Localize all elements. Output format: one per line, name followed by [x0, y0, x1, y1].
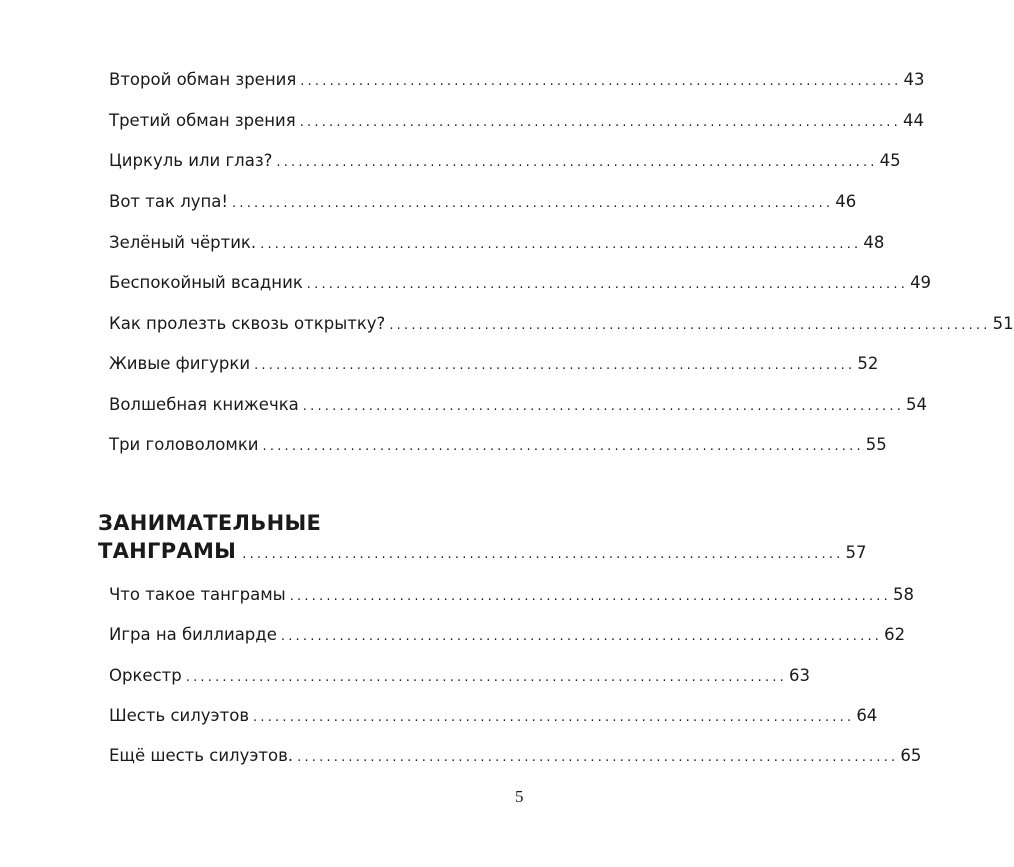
dot-leader: ..................................................................................	[232, 196, 834, 211]
toc-entry	[109, 192, 857, 214]
toc-entry-title: Зелёный чёртик.	[109, 233, 257, 252]
toc-entry-page: 45	[879, 151, 901, 170]
dot-leader: ..................................................................................	[306, 277, 909, 292]
toc-entry	[109, 314, 1014, 336]
section-title-line1: ЗАНИМАТЕЛЬНЫЕ	[98, 511, 322, 535]
toc-entry	[109, 666, 811, 688]
toc-entry-page: 55	[865, 435, 887, 454]
dot-leader: ..................................................................................	[185, 670, 788, 685]
toc-entry-title: Ещё шесть силуэтов.	[109, 746, 294, 765]
dot-leader: ..................................................................................	[254, 358, 856, 373]
toc-entry	[109, 746, 922, 768]
toc-entry-title: Оркестр	[109, 666, 182, 685]
toc-entry	[109, 151, 901, 173]
toc-entry-page: 64	[856, 706, 878, 725]
toc-entry	[109, 273, 932, 295]
toc-entry-title: Что такое танграмы	[109, 585, 286, 604]
dot-leader: ..................................................................................	[389, 318, 991, 333]
toc-entry-page: 44	[902, 111, 924, 130]
toc-entry	[109, 395, 928, 417]
toc-entry	[109, 233, 885, 255]
toc-entry	[109, 625, 906, 647]
dot-leader: ..................................................................................	[262, 439, 864, 454]
toc-entry-page: 51	[992, 314, 1014, 333]
toc-entry-title: Беспокойный всадник	[109, 273, 303, 292]
toc-entry	[109, 706, 878, 728]
dot-leader: ..................................................................................	[299, 115, 901, 130]
dot-leader: ..................................................................................	[300, 74, 902, 89]
dot-leader: ..................................................................................	[297, 750, 899, 765]
page-number: 5	[515, 787, 524, 806]
dot-leader: ..................................................................................	[253, 710, 855, 725]
dot-leader: ..................................................................................	[276, 155, 878, 170]
toc-entry-page: 52	[857, 354, 879, 373]
toc-entry-page: 46	[835, 192, 857, 211]
toc-entry	[109, 354, 879, 376]
toc-entry-title: Волшебная книжечка	[109, 395, 299, 414]
toc-entry	[109, 70, 925, 92]
toc-entry-title: Третий обман зрения	[109, 111, 296, 130]
toc-entry-title: Вот так лупа!	[109, 192, 229, 211]
toc-entry-page: 54	[906, 395, 928, 414]
toc-entry-page: 63	[789, 666, 811, 685]
dot-leader: ..................................................................................	[260, 237, 862, 252]
toc-entry	[109, 435, 887, 457]
toc-entry-page: 43	[903, 70, 925, 89]
section-entry	[98, 538, 867, 564]
toc-entry	[109, 111, 924, 133]
toc-entry-page: 49	[910, 273, 932, 292]
toc-entry-title: Три головоломки	[109, 435, 259, 454]
dot-leader: ..................................................................................	[302, 399, 905, 414]
toc-entry-title: Второй обман зрения	[109, 70, 297, 89]
toc-entry-title: Игра на биллиарде	[109, 625, 277, 644]
toc-entry-page: 48	[863, 233, 885, 252]
dot-leader: ..................................................................................	[280, 629, 883, 644]
toc-entry-page: 58	[892, 585, 914, 604]
toc-entry-page: 62	[884, 625, 906, 644]
section-page: 57	[845, 543, 867, 562]
dot-leader: ..................................................................................	[289, 589, 891, 604]
toc-entry	[109, 585, 914, 607]
dot-leader: ..................................................................................	[242, 547, 844, 562]
toc-entry-title: Циркуль или глаз?	[109, 151, 273, 170]
toc-entry-title: Шесть силуэтов	[109, 706, 250, 725]
toc-entry-page: 65	[900, 746, 922, 765]
section-title-line2: ТАНГРАМЫ	[98, 539, 237, 563]
toc-entry-title: Живые фигурки	[109, 354, 251, 373]
toc-entry-title: Как пролезть сквозь открытку?	[109, 314, 386, 333]
